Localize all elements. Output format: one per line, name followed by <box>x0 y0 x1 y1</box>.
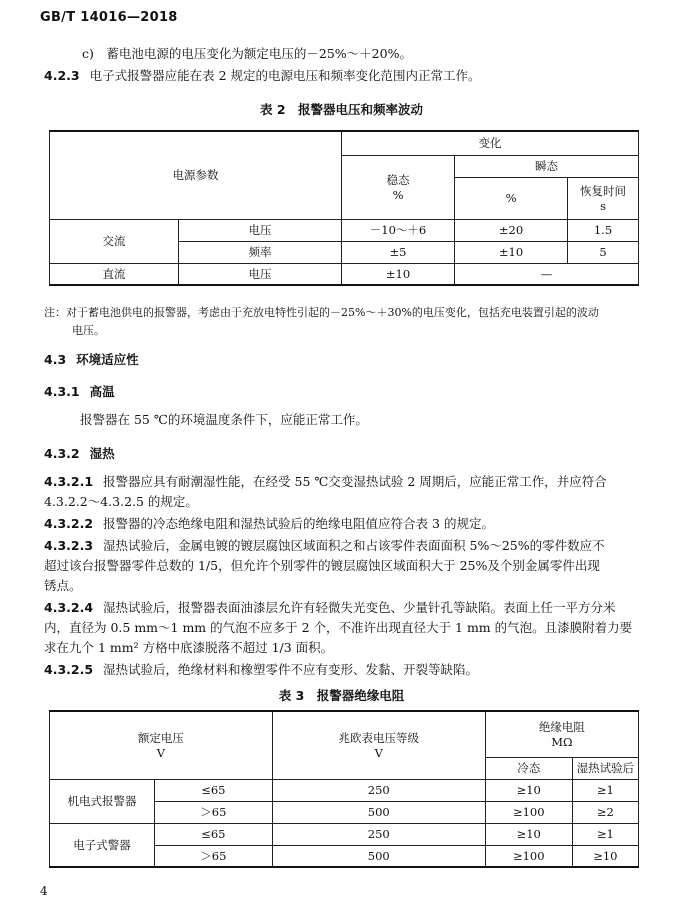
table-cell: ≥10 <box>572 845 638 867</box>
table-header: 冷态 <box>485 757 572 779</box>
table-cell: 电压 <box>179 263 342 285</box>
table-header: 瞬态 <box>455 155 639 177</box>
table-cell: ≥2 <box>572 801 638 823</box>
table-cell: 5 <box>568 241 639 263</box>
table-header: 兆欧表电压等级 V <box>272 711 485 779</box>
table-cell: ±5 <box>342 241 455 263</box>
table-cell: ≥1 <box>572 779 638 801</box>
table-3-caption: 表 3 报警器绝缘电阻 <box>278 688 405 703</box>
clause-line: 求在九个 1 mm² 方格中底漆脱落不超过 1/3 面积。 <box>44 640 334 655</box>
table-cell: ≤65 <box>155 779 273 801</box>
table-header: 变化 <box>342 131 639 155</box>
clause-4-3-2-1: 4.3.2.1 报警器应具有耐潮湿性能，在经受 55 ℃交变湿热试验 2 周期后，应能正常工作，并应符合 <box>44 474 607 489</box>
table-3 <box>49 710 639 868</box>
item-c: c) 蓄电池电源的电压变化为额定电压的－25%～＋20%。 <box>82 46 412 61</box>
table-header: 湿热试验后 <box>572 757 638 779</box>
table-cell: 电子式警器 <box>50 823 155 867</box>
clause-4-3-2-3: 4.3.2.3 湿热试验后，金属电镀的镀层腐蚀区域面积之和占该零件表面面积 5%～25%的零件数应不 <box>44 538 605 553</box>
table-cell: — <box>455 263 639 285</box>
table-cell: 250 <box>272 779 485 801</box>
note-line: 注：对于蓄电池供电的报警器，考虑由于充放电特性引起的－25%～＋30%的电压变化，包括充电装置引起的波动 <box>44 306 599 319</box>
section-heading-4-3-1: 4.3.1 高温 <box>44 384 115 399</box>
clause-4-2-3 <box>44 66 639 86</box>
table-cell: 直流 <box>50 263 179 285</box>
clause-4-3-2-2: 4.3.2.2 报警器的冷态绝缘电阻和湿热试验后的绝缘电阻值应符合表 3 的规定。 <box>44 516 494 531</box>
table-cell: 1.5 <box>568 219 639 241</box>
table-cell: ±10 <box>455 241 568 263</box>
table-cell: 500 <box>272 801 485 823</box>
section-heading-4-3: 4.3 环境适应性 <box>44 352 139 367</box>
table-header: % <box>455 177 568 219</box>
table-cell: 机电式报警器 <box>50 779 155 823</box>
table-cell: ≤65 <box>155 823 273 845</box>
table-cell: ±20 <box>455 219 568 241</box>
table-note <box>44 304 639 340</box>
table-cell: 频率 <box>179 241 342 263</box>
table-cell: 500 <box>272 845 485 867</box>
table-cell: －10～＋6 <box>342 219 455 241</box>
clause-text: 电子式报警器应能在表 2 规定的电源电压和频率变化范围内正常工作。 <box>89 68 481 83</box>
table-cell: ≥10 <box>485 779 572 801</box>
table-header: 电源参数 <box>50 131 342 219</box>
clause-4-3-2-4: 4.3.2.4 湿热试验后，报警器表面油漆层允许有轻微失光变色、少量针孔等缺陷。表面上任一平方分米 <box>44 600 616 615</box>
table-header: 恢复时间 s <box>568 177 639 219</box>
table-header: 绝缘电阻 MΩ <box>485 711 638 757</box>
page-number: 4 <box>40 884 48 898</box>
clause-line: 内，直径为 0.5 mm～1 mm 的气泡不应多于 2 个，不准许出现直径大于 1 mm 的气泡。且漆膜附着力要 <box>44 620 633 635</box>
table-row <box>50 823 639 845</box>
clause-line: 锈点。 <box>44 578 82 593</box>
table-2 <box>49 130 639 286</box>
table-2-caption: 表 2 报警器电压和频率波动 <box>259 102 424 117</box>
paragraph: 报警器在 55 ℃的环境温度条件下，应能正常工作。 <box>80 412 368 427</box>
table-cell: 250 <box>272 823 485 845</box>
table-cell: ≥1 <box>572 823 638 845</box>
clause-line: 超过该台报警器零件总数的 1/5，但允许个别零件的镀层腐蚀区域面积大于 25%及个别金属零件出现 <box>44 558 600 573</box>
table-row <box>50 779 639 801</box>
table-cell: ＞65 <box>155 845 273 867</box>
table-cell: 电压 <box>179 219 342 241</box>
table-cell: ＞65 <box>155 801 273 823</box>
note-line: 电压。 <box>72 324 105 337</box>
table-cell: 交流 <box>50 219 179 263</box>
clause-number: 4.2.3 <box>44 68 80 83</box>
clause-line: 4.3.2.2～4.3.2.5 的规定。 <box>44 494 198 509</box>
table-header: 额定电压 V <box>50 711 273 779</box>
table-cell: ≥100 <box>485 845 572 867</box>
clause-4-3-2-5: 4.3.2.5 湿热试验后，绝缘材料和橡塑零件不应有变形、发黏、开裂等缺陷。 <box>44 662 479 677</box>
table-header: 稳态 % <box>342 155 455 219</box>
table-cell: ≥10 <box>485 823 572 845</box>
section-heading-4-3-2: 4.3.2 湿热 <box>44 446 115 461</box>
table-cell: ≥100 <box>485 801 572 823</box>
standard-code-header: GB/T 14016—2018 <box>40 10 178 25</box>
table-cell: ±10 <box>342 263 455 285</box>
